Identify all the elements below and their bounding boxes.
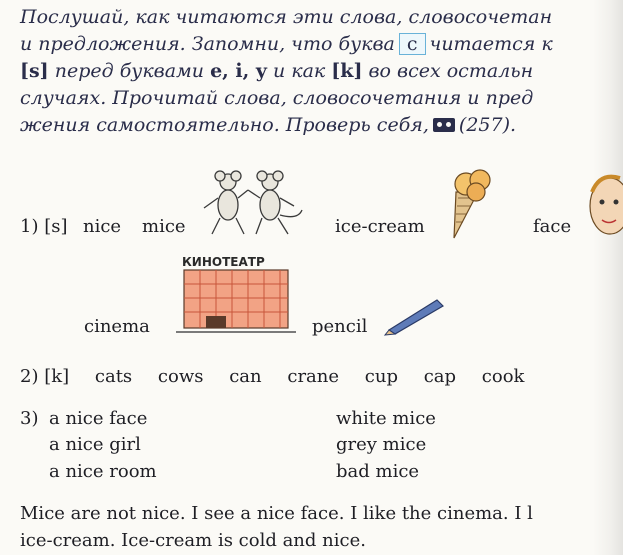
ice-cream-illustration bbox=[448, 168, 498, 242]
cinema-illustration bbox=[176, 252, 296, 334]
phrase-left-2: a nice girl bbox=[49, 434, 141, 455]
word-face: face bbox=[533, 216, 572, 237]
phrase-right-3: bad mice bbox=[336, 461, 420, 482]
word-cup: cup bbox=[364, 366, 398, 387]
pencil-illustration bbox=[383, 292, 447, 336]
instruction-line-1: Послушай, как читаются эти слова, словосочетан bbox=[20, 6, 553, 28]
section-3-label: 3) bbox=[20, 408, 39, 429]
section-2-line bbox=[20, 366, 544, 387]
mice-illustration bbox=[198, 170, 308, 240]
word-crane: crane bbox=[287, 366, 340, 387]
word-nice: nice bbox=[83, 216, 122, 237]
exercise-instructions bbox=[20, 4, 623, 139]
word-pencil: pencil bbox=[312, 316, 368, 337]
word-cap: cap bbox=[423, 366, 457, 387]
phrase-left-3: a nice room bbox=[49, 461, 157, 482]
word-mice: mice bbox=[142, 216, 186, 237]
section-1-label: 1) [s] bbox=[20, 216, 68, 237]
word-cinema: cinema bbox=[84, 316, 150, 337]
word-cats: cats bbox=[94, 366, 133, 387]
instruction-line-3: [s] перед буквами e, i, y и как [k] во всех остальн bbox=[20, 60, 534, 82]
letter-box: c bbox=[399, 33, 426, 55]
face-illustration bbox=[586, 168, 623, 240]
word-can: can bbox=[229, 366, 262, 387]
word-ice-cream: ice-cream bbox=[335, 216, 425, 237]
word-cook: cook bbox=[481, 366, 525, 387]
paragraph-line-2: ice-cream. Ice-cream is cold and nice. bbox=[20, 530, 366, 551]
phrase-right-1: white mice bbox=[336, 408, 436, 429]
cassette-icon bbox=[433, 118, 455, 132]
instruction-line-4: случаях. Прочитай слова, словосочетания и пред bbox=[20, 87, 534, 109]
cinema-sign: КИНОТЕАТР bbox=[182, 255, 265, 269]
instruction-line-5: жения самостоятельно. Проверь себя, (257). bbox=[20, 114, 517, 136]
word-cows: cows bbox=[157, 366, 204, 387]
phrase-right-2: grey mice bbox=[336, 434, 427, 455]
phrase-left-1: a nice face bbox=[49, 408, 148, 429]
section-2-label: 2) [k] bbox=[20, 366, 70, 387]
instruction-line-2: и предложения. Запомни, что буква c читается к bbox=[20, 33, 553, 55]
paragraph-line-1: Mice are not nice. I see a nice face. I like the cinema. I l bbox=[20, 503, 533, 524]
